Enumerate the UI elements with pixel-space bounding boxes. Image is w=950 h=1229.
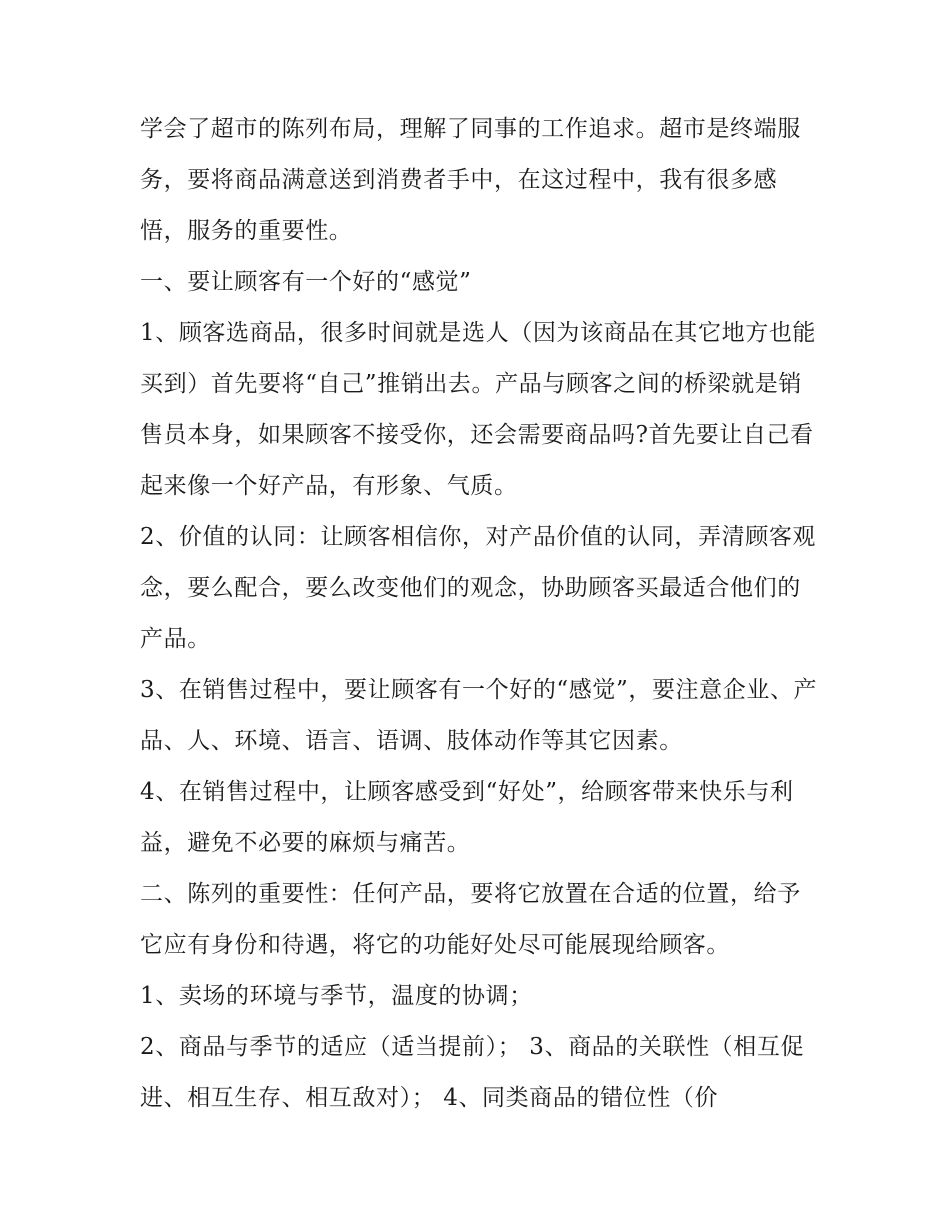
paragraph-display-point-1: 1、卖场的环境与季节，温度的协调； — [140, 983, 533, 1009]
document-body — [140, 104, 820, 1124]
paragraph-point-1: 1、顾客选商品，很多时间就是选人（因为该商品在其它地方也能买到）首先要将“自己”推销出去。产品与顾客之间的桥梁就是销售员本身，如果顾客不接受你，还会需要商品吗?首先要让自己看起来像一个好产品，有形象、气质。 — [140, 320, 817, 499]
section-heading-display: 二、陈列的重要性：任何产品，要将它放置在合适的位置，给予它应有身份和待遇，将它的功能好处尽可能展现给顾客。 — [140, 881, 801, 958]
paragraph-point-4: 4、在销售过程中，让顾客感受到“好处”，给顾客带来快乐与利益，避免不必要的麻烦与痛苦。 — [140, 779, 794, 856]
section-heading-feeling: 一、要让顾客有一个好的“感觉” — [140, 269, 472, 295]
paragraph-display-points-2-4: 2、商品与季节的适应（适当提前）； 3、商品的关联性（相互促进、相互生存、相互敌对）； 4、同类商品的错位性（价 — [140, 1034, 805, 1111]
paragraph-point-2: 2、价值的认同：让顾客相信你，对产品价值的认同，弄清顾客观念，要么配合，要么改变他们的观念，协助顾客买最适合他们的产品。 — [140, 524, 817, 652]
paragraph-intro: 学会了超市的陈列布局，理解了同事的工作追求。超市是终端服务，要将商品满意送到消费者手中，在这过程中，我有很多感悟，服务的重要性。 — [140, 116, 801, 244]
paragraph-point-3: 3、在销售过程中，要让顾客有一个好的“感觉”，要注意企业、产品、人、环境、语言、语调、肢体动作等其它因素。 — [140, 677, 818, 754]
